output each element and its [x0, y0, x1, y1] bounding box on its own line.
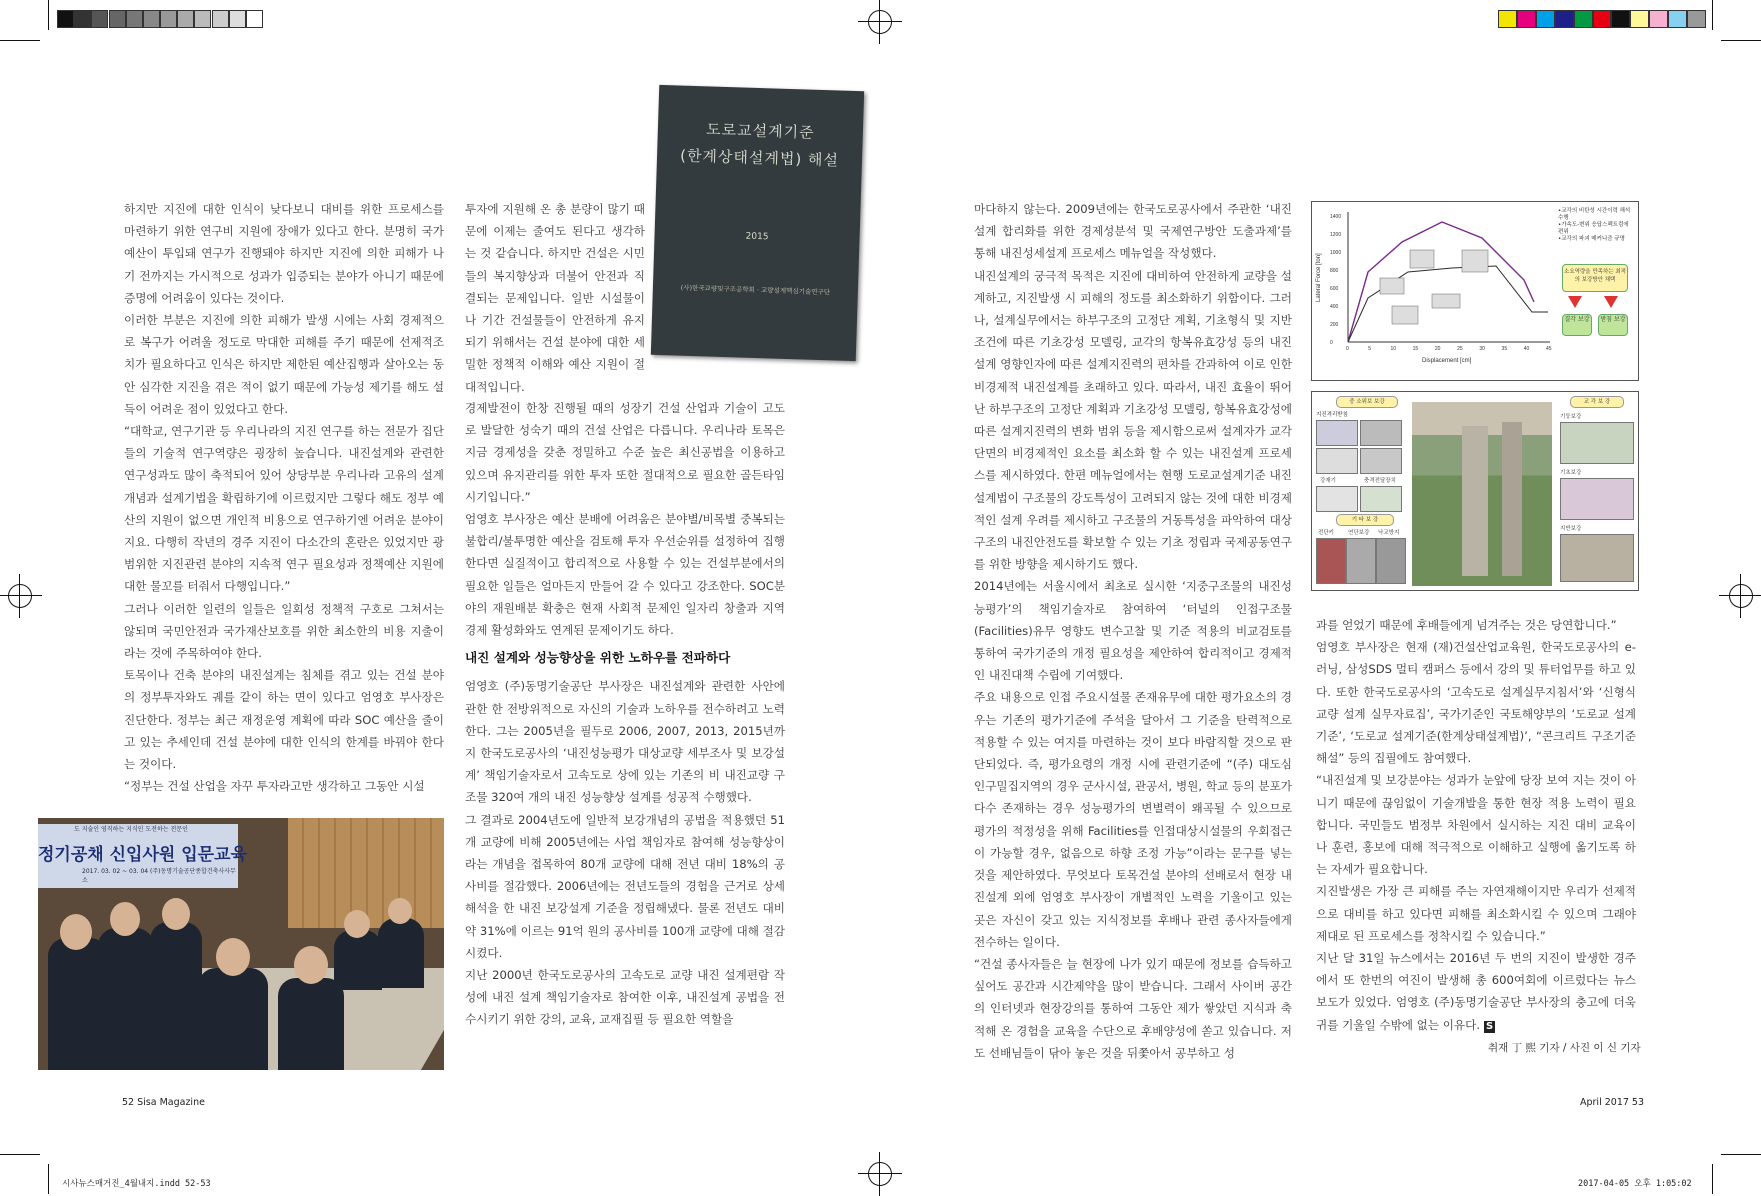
- file-slug: 시사뉴스매거진_4월내지.indd 52-53: [62, 1179, 211, 1189]
- color-swatch: [1630, 10, 1649, 28]
- ground-retrofit-label: 지반보강: [1560, 526, 1582, 532]
- color-swatch: [1668, 10, 1687, 28]
- superstructure-retrofit-title: 중 소위보 보강: [1336, 396, 1398, 408]
- foundation-retrofit-image: [1560, 478, 1634, 520]
- registration-mark-top: [858, 0, 902, 44]
- crop-mark: [1721, 1154, 1761, 1155]
- x-tick-label: 40: [1523, 346, 1530, 352]
- person-face: [294, 946, 328, 984]
- color-swatch: [1536, 10, 1555, 28]
- x-tick-label: 35: [1501, 346, 1508, 352]
- paragraph: “건설 종사자들은 늘 현장에 나가 있기 때문에 정보를 습득하고 싶어도 공간과 시간제약을 많이 받습니다. 그래서 사이버 공간의 인터넷과 현장강의를 통하여 그동안 제가 쌓았던 지식과 축적해 온 경험을 교육을 수단으로 후배양성에 쏟고 있습니다. 저도 선배님들이 닦아 놓은 것을 뒤쫓아서 공부하고 성: [974, 956, 1292, 1060]
- grayscale-color-bar: [57, 10, 263, 28]
- x-tick-label: 25: [1457, 346, 1463, 352]
- x-tick-label: 30: [1479, 346, 1485, 352]
- crop-mark: [1721, 40, 1761, 41]
- transmission-image: [1360, 486, 1402, 512]
- paragraph: 하지만 지진에 대한 인식이 낮다보니 대비를 위한 프로세스를 마련하기 위한 연구비 지원에 장애가 있다고 한다. 분명히 국가 예산이 투입돼 연구가 진행돼야 하지만 지진에 의한 피해가 나기 전까지는 가시적으로 성과가 입증되는 분야가 아니기 때문에 증명에 어려움이 있다는 것이다.: [124, 202, 444, 305]
- y-tick-label: 1400: [1330, 214, 1342, 220]
- paragraph: 지난 달 31일 뉴스에서는 2016년 두 번의 지진이 발생한 경주에서 또 한번의 여진이 발생해 총 600여회에 이르렀다는 뉴스보도가 있었다. 엄영호 (주)동명기술공단 부사장의 충고에 더욱 귀를 기울일 수밖에 없는 이유다. S: [1316, 951, 1636, 1032]
- seismic-isolation-label: 지진격리받침: [1316, 412, 1348, 418]
- color-swatch: [1555, 10, 1574, 28]
- color-swatch: [143, 10, 160, 28]
- crop-mark: [0, 1154, 40, 1155]
- color-swatch: [1593, 10, 1612, 28]
- x-tick-label: 0: [1346, 346, 1349, 352]
- pushover-curve-figure: [1311, 201, 1639, 381]
- foundation-retrofit-label: 기초보강: [1560, 470, 1582, 476]
- crop-mark: [1712, 0, 1713, 30]
- end-mark: S: [1486, 1020, 1494, 1032]
- arrow-left-icon: [1568, 296, 1582, 308]
- paragraph: 엄영호 부사장은 현재 (재)건설산업교육원, 한국도로공사의 e-러닝, 삼성SDS 멀티 캠퍼스 등에서 강의 및 튜터업무를 하고 있다. 또한 한국도로공사의 ‘고속도로 설계실무지침서’와 ‘신형식교량 설계 실무자료집’, 국가기준인 국토해양부의 ‘도로교 설계기준’, ‘도로교 설계기준(한계상태설계법)’, “콘크리트 구조기준해설” 등의 집필에도 참여했다.: [1316, 640, 1636, 766]
- article-column-3: [974, 198, 1292, 1064]
- book-cover: [651, 85, 864, 361]
- article-column-2: [465, 397, 785, 1031]
- color-swatch: [1611, 10, 1630, 28]
- steel-damper-label: 강재기: [1320, 478, 1336, 484]
- person: [278, 978, 344, 1070]
- bearing-image: [1360, 420, 1402, 446]
- paragraph: 지난 2000년 한국도로공사의 고속도로 교량 내진 설계편람 작성에 내진 설계 책임기술자로 참여한 이후, 내진설계 공법을 전수시키기 위한 강의, 교육, 교재집필 등 필요한 역할을: [465, 968, 785, 1027]
- paragraph: 마다하지 않는다. 2009년에는 한국도로공사에서 주관한 ‘내진설계 합리화를 위한 경제성분석 및 국제연구방안 도출과제’를 통해 내진성세설계 프로세스 메뉴얼을 작성했다.: [974, 202, 1292, 261]
- person: [150, 922, 202, 1070]
- book-year: 2015: [745, 231, 769, 243]
- pier-column: [1462, 426, 1488, 576]
- banner-date: 2017. 03. 02 ~ 03. 04 (주)동명기술공단종합건축사사무소: [82, 868, 236, 884]
- paragraph: 경제발전이 한창 진행될 때의 성장기 건설 산업과 기술이 고도로 발달한 성숙기 때의 건설 산업은 다릅니다. 우리나라 토목은 지금 경제성을 갖춘 정밀하고 수준 높은 최신공법을 이용하고 있으며 유지관리를 위한 투자 또한 절대적으로 필요한 골든타임 시기입니다.”: [465, 401, 785, 504]
- person-face: [216, 938, 250, 976]
- color-swatch: [57, 10, 74, 28]
- edge-image: [1346, 538, 1376, 584]
- paragraph: 토목이나 건축 분야의 내진설계는 침체를 겪고 있는 건설 분야의 정부투자와도 궤를 같이 하는 면이 있다고 엄영호 부사장은 진단한다. 정부는 최근 재정운영 계획에 따라 SOC 예산을 줄이고 있는 추세인데 건설 분야에 대한 인식의 한계를 바꿔야 한다는 것이다.: [124, 668, 444, 772]
- color-swatch: [91, 10, 108, 28]
- y-tick-label: 200: [1330, 322, 1339, 328]
- person-face: [388, 898, 412, 924]
- registration-mark-left: [0, 574, 42, 618]
- paragraph: 과를 얻었기 때문에 후배들에게 넘겨주는 것은 당연합니다.”: [1316, 618, 1617, 632]
- arrow-right-icon: [1604, 296, 1618, 308]
- column-retrofit-image: [1560, 422, 1634, 464]
- left-folio: 52 Sisa Magazine: [122, 1097, 205, 1108]
- y-tick-label: 600: [1330, 286, 1339, 292]
- paragraph: 투자에 지원해 온 총 분량이 많기 때문에 이제는 줄여도 된다고 생각하는 것 같습니다. 하지만 건설은 시민들의 복지향상과 더불어 안전과 직결되는 문제입니다. 일반 시설물이나 기간 건설물들이 안전하게 유지되기 위해서는 건설 분야에 대한 세밀한 정책적 이해와 예산 지원이 절대적입니다.: [465, 202, 645, 394]
- figure1-note: •교각의 비탄성 시간이력 해석 수행: [1558, 208, 1631, 221]
- paragraph: 엄영호 (주)동명기술공단 부사장은 내진설계와 관련한 사안에 관한 한 전방위적으로 자신의 기술과 노하우를 전수하려고 노력한다. 그는 2005년을 필두로 2006, 2007, 2013, 2015년까지 한국도로공사의 ‘내진성능평가 대상교량 세부조사 및 보강설계’ 책임기술자로서 고속도로 상에 있는 기존의 비 내진교량 구조물 320여 개의 내진 성능향상 설계를 성공적 수행했다.: [465, 679, 785, 805]
- ground-retrofit-image: [1560, 534, 1634, 582]
- person: [334, 930, 382, 990]
- paragraph: 지진발생은 가장 큰 피해를 주는 자연재해이지만 우리가 선제적으로 대비를 하고 있다면 피해를 최소화시킬 수 있으며 그래야 제대로 된 프로세스를 정착시킬 수 있습니다.”: [1316, 884, 1636, 943]
- person-face: [162, 898, 190, 930]
- cmyk-color-bar: [1498, 10, 1706, 28]
- pier-retrofit-label: 결각 보강: [1562, 314, 1592, 336]
- figure1-note: •가속도-변위 응답스펙트럼에 편위: [1558, 222, 1629, 235]
- color-swatch: [1498, 10, 1517, 28]
- x-tick-label: 45: [1546, 346, 1552, 352]
- bearing-image: [1316, 420, 1358, 446]
- pier-retrofit-title: 교 각 보 강: [1570, 396, 1624, 408]
- person-face: [344, 910, 370, 938]
- unseating-image: [1376, 538, 1406, 584]
- date-slug: 2017-04-05 오후 1:05:02: [1578, 1179, 1692, 1189]
- paragraph: “내진설계 및 보강분야는 성과가 눈앞에 당장 보여 지는 것이 아니기 때문에 끊임없이 기술개발을 통한 현장 적용 노력이 필요합니다. 국민들도 범정부 차원에서 실시하는 지진 대비 교육이나 훈련, 홍보에 대해 적극적으로 이해하고 실행에 옮기도록 하는 자세가 필요합니다.: [1316, 773, 1636, 877]
- x-tick-label: 5: [1368, 346, 1372, 352]
- retrofit-methods-figure: [1311, 391, 1639, 591]
- color-swatch: [194, 10, 211, 28]
- paragraph: 이러한 부분은 지진에 의한 피해가 발생 시에는 사회 경제적으로 복구가 어려울 정도로 막대한 피해를 주기 때문에 선제적조치가 필요하다고 인식은 하지만 제한된 예산집행과 살아오는 동안 심각한 지진을 겪은 적이 없기 때문에 가능성 제기를 해도 설득이 어려운 점이 있었다고 한다.: [124, 313, 444, 416]
- pier-column: [1502, 422, 1522, 576]
- training-session-photo: [38, 818, 444, 1070]
- book-publisher: (사)한국교량및구조공학회 · 교량설계핵심기술연구단: [680, 283, 831, 297]
- book-title-line2: (한계상태설계법) 해설: [679, 146, 840, 170]
- article-column-2-top: [465, 198, 645, 398]
- y-tick-label: 400: [1330, 304, 1339, 310]
- paragraph: “정부는 건설 산업을 자꾸 투자라고만 생각하고 그동안 시설: [124, 779, 425, 794]
- color-swatch: [177, 10, 194, 28]
- optimal-retrofit-box: 소요역량을 만족하는 최적의 보강방안 채택: [1562, 264, 1628, 292]
- person-face: [60, 914, 92, 950]
- color-swatch: [126, 10, 143, 28]
- shear-key-label: 전단키: [1318, 530, 1334, 536]
- byline: 취재 丁 熙 기자 / 사진 이 신 기자: [1488, 1042, 1641, 1054]
- y-tick-label: 0: [1330, 340, 1333, 346]
- person-face: [110, 902, 140, 936]
- banner-title: 정기공채 신입사원 입문교육: [38, 845, 247, 865]
- wood-wall: [288, 818, 444, 928]
- y-tick-label: 1200: [1330, 232, 1342, 238]
- x-tick-label: 15: [1412, 346, 1419, 352]
- y-axis-label: Lateral Force [ton]: [1316, 253, 1322, 302]
- edge-retrofit-label: 연단보강: [1348, 530, 1370, 536]
- color-swatch: [160, 10, 177, 28]
- crop-mark: [0, 40, 40, 41]
- bearing-retrofit-label: 받침 보강: [1598, 314, 1628, 336]
- section-heading: 내진 설계와 성능향상을 위한 노하우를 전파하다: [465, 650, 731, 666]
- color-swatch: [1687, 10, 1706, 28]
- figure1-notes: [1558, 208, 1632, 243]
- color-swatch: [212, 10, 229, 28]
- crop-mark: [48, 0, 49, 30]
- color-swatch: [1574, 10, 1593, 28]
- other-retrofit-title: 기 타 보 강: [1336, 514, 1394, 526]
- y-tick-label: 800: [1330, 268, 1339, 274]
- shock-transmission-label: 충격전달장치: [1364, 478, 1396, 484]
- event-banner: [38, 824, 247, 888]
- paragraph: 주요 내용으로 인접 주요시설물 존재유무에 대한 평가요소의 경우는 기존의 평가기준에 주석을 달아서 그 기준을 탄력적으로 적용할 수 있는 여지를 마련하는 것이 보다 바람직할 것으로 판단되었다. 즉, 평가요령의 개정 시에 관련기준에 “(주) 대도심 인구밀집지역의 경우 군사시설, 관공서, 병원, 학교 등의 분포가 다수 존재하는 경우 성능평가의 변별력이 왜곡될 수 있으므로 평가의 적정성을 위해 Facilities를 인접대상시설물의 우회접근이 가능할 경우, 없음으로 하향 조정 가능”이라는 문구를 넣는 것을 제안하였다. 무엇보다 토목건설 분야의 선배로서 현장 내진설계 외에 엄영호 부사장이 개별적인 노력을 기울이고 있는 곳은 자신이 갖고 있는 지식정보를 후배나 관련 종사자들에게 전수하는 일이다.: [974, 690, 1292, 949]
- article-column-1: [124, 198, 444, 797]
- color-swatch: [1517, 10, 1536, 28]
- right-folio: April 2017 53: [1580, 1097, 1645, 1108]
- paragraph: 그러나 이러한 일련의 일들은 일회성 정책적 구호로 그쳐서는 않되며 국민안전과 국가재산보호를 위한 최소한의 비용 지출이라는 것에 주목하여야 한다.: [124, 601, 444, 661]
- paragraph: “대학교, 연구기관 등 우리나라의 지진 연구를 하는 전문가 집단들의 기술적 연구역량은 굉장히 높습니다. 내진설계와 관련한 연구성과도 많이 축적되어 있어 상당부분 우리나라 고유의 설계개념과 설계기법을 확립하기에 이르렀지만 그렇다 해도 정부 예산의 지원이 없으면 개인적 비용으로 연구하기엔 어려운 분야이지요. 다행히 작년의 경주 지진이 다소간의 혼란은 있었지만 광범위한 지진관련 분야의 지속적 연구 필요성과 정책예산 지원에 대한 물꼬를 터줘서 다행입니다.”: [124, 424, 444, 594]
- unseating-prevention-label: 낙교방지: [1378, 530, 1400, 536]
- shear-key-image: [1316, 538, 1346, 584]
- registration-mark-right: [1719, 574, 1761, 618]
- color-swatch: [229, 10, 246, 28]
- person: [98, 928, 154, 1070]
- color-swatch: [1649, 10, 1668, 28]
- y-tick-label: 1000: [1330, 250, 1342, 256]
- paragraph: 내진설계의 궁극적 목적은 지진에 대비하여 안전하게 교량을 설계하고, 지진발생 시 피해의 정도를 최소화하기 위함이다. 그러나, 설계실무에서는 하부구조의 고정단 계획, 기초형식 및 지반조건에 따른 기초강성 모델링, 교각의 항복유효강성 등의 내진설계 영향인자에 따른 설계지진력의 편차를 간과하여 이로 인한 비경제적 내진설계를 초래하고 있다. 따라서, 내진 효율이 뛰어난 하부구조의 고정단 계획과 기초강성 모델링, 항복유효강성에 따른 설계지진력의 변화 범위 등을 제시함으로써 설계자가 교각단면의 비경제적인 요소를 최소화 할 수 있는 내진설계 프로세스를 제시하였다. 한편 메뉴얼에서는 현행 도로교설계기준 내진설계법이 구조물의 강도특성이 고려되지 않는 것에 대한 비경제적인 설계 우려를 제시하고 구조물의 거동특성을 파악하여 대상 구조의 내진안전도를 확보할 수 있는 기초 정립과 국제공동연구를 위한 방향을 제시하기도 했다.: [974, 268, 1292, 572]
- paragraph: 그 결과로 2004년도에 일반적 보강개념의 공법을 적용했던 51개 교량에 비해 2005년에는 사업 책임자로 참여해 성능향상이라는 개념을 접목하여 80개 교량에 대해 전년 대비 18%의 공사비를 절감했다. 2006년에는 전년도들의 경험을 근거로 상세 해석을 한 내진 보강설계 기준을 정립해냈다. 물론 전년도 대비 약 31%에 이르는 91억 원의 공사비를 100개 교량에 대해 절감시켰다.: [465, 812, 785, 960]
- paragraph: 엄영호 부사장은 예산 분배에 어려움은 분야별/비목별 중복되는 불합리/불투명한 예산을 검토해 투자 우선순위를 설정하여 집행한다면 실질적이고 합리적으로 사용할 수 있는 건설부분에서의 필요한 일들은 얼마든지 만들어 갈 수 있다고 강조한다. SOC분야의 재원배분 확충은 현재 사회적 문제인 일자리 창출과 지역경제 활성화와도 연계된 문제이기도 하다.: [465, 512, 785, 638]
- x-axis-label: Displacement [cm]: [1422, 358, 1472, 364]
- crop-mark: [48, 1164, 49, 1194]
- bearing-image: [1360, 448, 1402, 474]
- color-swatch: [109, 10, 126, 28]
- x-tick-label: 20: [1434, 346, 1441, 352]
- book-title-line1: 도로교설계기준: [705, 120, 815, 142]
- column-retrofit-label: 기둥보강: [1560, 414, 1582, 420]
- damper-image: [1316, 486, 1358, 512]
- person: [378, 918, 424, 988]
- registration-mark-bottom: [858, 1152, 902, 1196]
- figure1-note: •교각의 파괴 메커니즘 규명: [1558, 236, 1625, 242]
- color-swatch: [74, 10, 91, 28]
- color-swatch: [246, 10, 263, 28]
- paragraph: 2014년에는 서울시에서 최초로 실시한 ‘지중구조물의 내진성능평가’의 책임기술자로 참여하여 ‘터널의 인접구조물(Facilities)유무 영향도 변수고찰 및 기준 적용의 비교검토를 통하여 국가기준의 개정 필요성을 제안하여 합리적이고 경제적인 내진대책 수립에 기여했다.: [974, 579, 1292, 683]
- x-tick-label: 10: [1390, 346, 1397, 352]
- article-column-4: [1316, 614, 1636, 1036]
- person: [198, 968, 268, 1070]
- banner-slogan: 도 지술인 영직하는 지식인 도전하는 전문인: [74, 826, 188, 833]
- bearing-image: [1316, 448, 1358, 474]
- crop-mark: [1712, 1164, 1713, 1194]
